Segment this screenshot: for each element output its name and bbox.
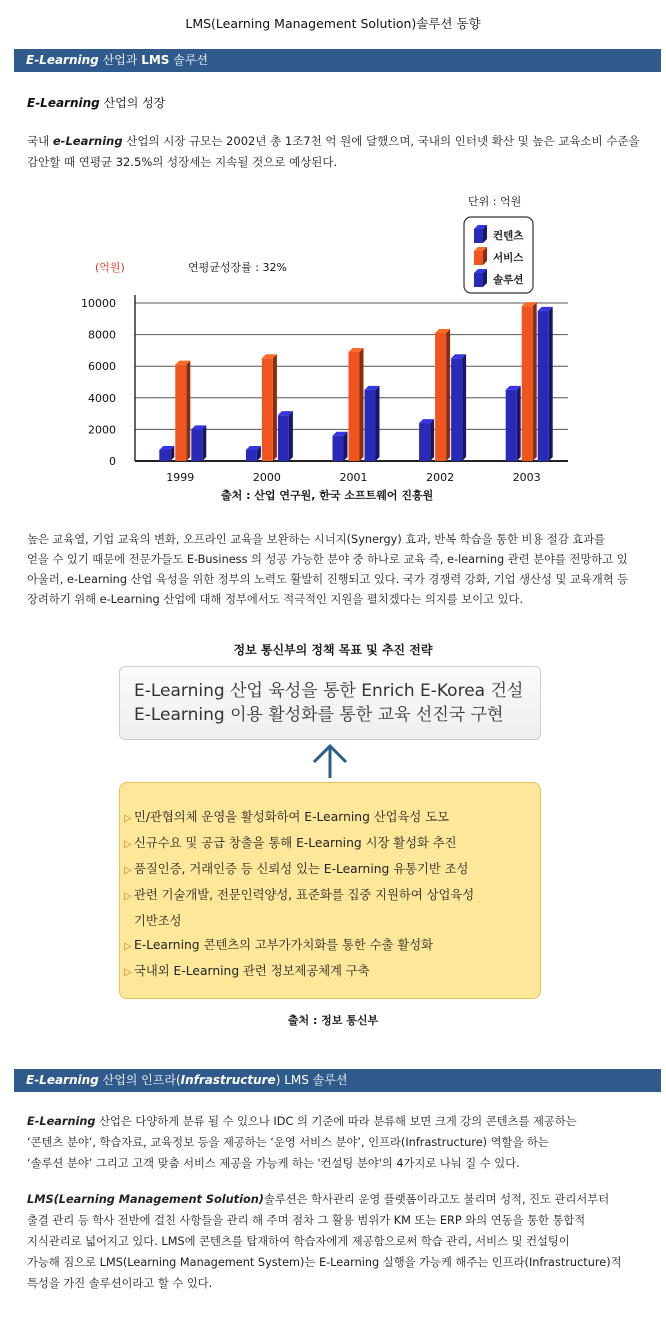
x-tick-label: 2001 xyxy=(339,471,368,484)
bar-side xyxy=(549,307,553,461)
bar-솔루션 xyxy=(191,429,202,461)
y-tick-label: 6000 xyxy=(88,360,116,374)
strategy-item xyxy=(124,959,540,985)
y-tick-label: 2000 xyxy=(88,423,116,437)
subheading-growth xyxy=(27,94,165,111)
para-text: 가능해 짐으로 LMS(Learning Management System)는 E-Learning 실행을 가능케 해주는 인프라(Infrastructure)적 xyxy=(27,1256,622,1269)
subheading-bold: E-Learning xyxy=(27,96,100,110)
triangle-bullet-icon: ▷ xyxy=(124,941,132,952)
heading-text: LMS xyxy=(141,53,170,67)
heading-text: E-Learning xyxy=(26,53,99,67)
bar-솔루션 xyxy=(278,415,289,461)
goal-line: E-Learning 이용 활성화를 통한 교육 선진국 구현 xyxy=(134,705,504,725)
strategy-item xyxy=(124,857,540,883)
policy-strategy-box xyxy=(119,782,541,999)
bar-side xyxy=(344,432,348,461)
para-text: ‘콘텐츠 분야’, 학습자료, 교육정보 등을 제공하는 ‘운영 서비스 분야’, 인프라(Infrastructure) 역할을 하는 xyxy=(27,1136,549,1149)
strategy-text: 국내외 E-Learning 관련 정보제공체계 구축 xyxy=(134,964,370,978)
bar-서비스 xyxy=(175,365,186,461)
x-tick-label: 2003 xyxy=(512,471,541,484)
para-line: 높은 교육열, 기업 교육의 변화, 오프라인 교육을 보완하는 시너지(Synergy) 효과, 반복 학습을 통한 비용 절감 효과를 xyxy=(27,533,606,546)
bar-side xyxy=(289,411,293,461)
chart-y-unit: (억원) xyxy=(95,261,125,274)
legend-swatch xyxy=(474,273,483,287)
bar-컨텐츠 xyxy=(333,436,344,461)
x-tick-label: 1999 xyxy=(166,471,195,484)
bar-솔루션 xyxy=(538,311,549,461)
bar-side xyxy=(186,361,190,461)
heading-text: Infrastructure xyxy=(180,1073,276,1087)
legend-label: 솔루션 xyxy=(493,274,524,286)
para-text: 솔루션은 학사관리 운영 플랫폼이라고도 불리며 성적, 진도 관리서부터 xyxy=(263,1193,610,1206)
bar-side xyxy=(376,386,380,461)
section-heading-infrastructure xyxy=(14,1069,661,1092)
legend-label: 컨텐츠 xyxy=(493,230,524,242)
strategy-text: E-Learning 콘텐츠의 고부가가치화를 통한 수출 활성화 xyxy=(134,938,433,952)
paragraph-market-size xyxy=(27,131,657,173)
heading-text: 산업과 xyxy=(98,53,142,67)
bar-솔루션 xyxy=(365,390,376,461)
policy-title: 정보 통신부의 정책 목표 및 추진 전략 xyxy=(233,643,433,657)
para-text: 국내 xyxy=(27,134,53,148)
strategy-item xyxy=(124,831,540,857)
para-text: ‘솔루션 분야’ 그리고 고객 맞춤 서비스 제공을 가능케 하는 '컨설팅 분야'의 4가지로 나눠 질 수 있다. xyxy=(27,1157,520,1170)
strategy-text: 신규수요 및 공급 창출을 통해 E-Learning 시장 활성화 추진 xyxy=(134,836,457,850)
paragraph-industry-categories xyxy=(27,1111,657,1174)
x-tick-label: 2002 xyxy=(426,471,455,484)
para-text: 산업은 다양하게 분류 될 수 있으나 IDC 의 기준에 따라 분류해 보면 크게 강의 콘텐츠를 제공하는 xyxy=(95,1115,577,1128)
chart-legend xyxy=(464,217,533,293)
strategy-item-continuation: 기반조성 xyxy=(134,914,182,928)
goal-line: E-Learning 산업 육성을 통한 Enrich E-Korea 건설 xyxy=(134,681,524,701)
para-line: 장려하기 위해 e-Learning 산업에 대해 정부에서도 적극적인 지원을 펼치겠다는 의지를 보이고 있다. xyxy=(27,593,524,606)
policy-source: 출처 : 정보 통신부 xyxy=(287,1014,379,1027)
y-tick-label: 10000 xyxy=(81,297,116,310)
y-tick-label: 8000 xyxy=(88,328,116,342)
policy-goal-box xyxy=(119,666,541,740)
strategy-text: 관련 기술개발, 전문인력양성, 표준화를 집중 지원하여 상업육성 xyxy=(134,888,475,902)
subheading-text: 산업의 성장 xyxy=(99,96,166,110)
chart-unit-label: 단위 : 억원 xyxy=(468,195,522,208)
para-bold: E-Learning xyxy=(27,1115,96,1128)
document-title: LMS(Learning Management Solution)솔루션 동향 xyxy=(185,16,481,31)
para-bold: e-Learning xyxy=(52,134,123,148)
triangle-bullet-icon: ▷ xyxy=(124,891,132,902)
strategy-text: 민/관협의체 운영을 활성화하여 E-Learning 산업육성 도모 xyxy=(134,810,449,824)
bar-side xyxy=(533,302,537,461)
bar-솔루션 xyxy=(451,358,462,461)
para-text: 특성을 가진 솔루션이라고 할 수 있다. xyxy=(27,1277,213,1290)
strategy-text: 품질인증, 거래인증 등 신뢰성 있는 E-Learning 유통기반 조성 xyxy=(134,862,469,876)
strategy-item xyxy=(124,805,540,831)
y-tick-label: 0 xyxy=(109,455,116,468)
heading-text: ) LMS 솔루션 xyxy=(275,1073,348,1087)
strategy-item xyxy=(124,883,540,909)
triangle-bullet-icon: ▷ xyxy=(124,967,132,978)
chart-source: 출처 : 산업 연구원, 한국 소프트웨어 진흥원 xyxy=(221,489,434,502)
legend-swatch xyxy=(474,229,483,243)
bar-서비스 xyxy=(349,352,360,461)
bar-컨텐츠 xyxy=(506,390,517,461)
chart-growth-label: 연평균성장률 : 32% xyxy=(188,261,287,274)
bar-서비스 xyxy=(262,358,273,461)
triangle-bullet-icon: ▷ xyxy=(124,813,132,824)
heading-text: E-Learning xyxy=(26,1073,99,1087)
para-bold: LMS(Learning Management Solution) xyxy=(27,1193,264,1206)
bar-컨텐츠 xyxy=(246,450,257,461)
para-line: 얻을 수 있기 때문에 전문가들도 E-Business 의 성공 가능한 분야 중 하나로 교육 즉, e-learning 관련 분야를 전망하고 있 xyxy=(27,553,628,566)
paragraph-industry-outlook xyxy=(27,530,661,610)
para-text: 감안할 때 연평균 32.5%의 성장세는 지속될 것으로 예상된다. xyxy=(27,155,338,169)
para-text: 출결 관리 등 학사 전반에 걸친 사항들을 관리 해 주며 점차 그 활용 범위가 KM 또는 ERP 와의 연동을 통한 통합적 xyxy=(27,1214,586,1227)
triangle-bullet-icon: ▷ xyxy=(124,839,132,850)
paragraph-lms-definition xyxy=(27,1189,657,1294)
bar-side xyxy=(517,386,521,461)
bar-side xyxy=(462,354,466,461)
para-text: 지식관리로 넓어지고 있다. LMS에 콘텐츠를 탑재하여 학습자에게 제공함으로써 학습 관리, 서비스 및 컨설팅이 xyxy=(27,1235,570,1248)
bar-컨텐츠 xyxy=(419,423,430,461)
bar-side xyxy=(446,329,450,461)
heading-text: 솔루션 xyxy=(169,53,209,67)
y-tick-label: 4000 xyxy=(88,391,116,405)
bar-서비스 xyxy=(435,333,446,461)
bar-side xyxy=(202,425,206,461)
strategy-item xyxy=(124,933,540,959)
legend-swatch xyxy=(474,251,483,265)
legend-label: 서비스 xyxy=(493,252,524,264)
bar-컨텐츠 xyxy=(159,450,170,461)
x-tick-label: 2000 xyxy=(252,471,281,484)
heading-text: 산업의 인프라( xyxy=(98,1073,181,1087)
bar-side xyxy=(360,348,364,461)
triangle-bullet-icon: ▷ xyxy=(124,865,132,876)
up-arrow-icon xyxy=(310,742,350,780)
para-line: 아울러, e-Learning 산업 육성을 위한 정부의 노력도 활발히 진행되고 있다. 국가 경쟁력 강화, 기업 생산성 및 교육개혁 등 xyxy=(27,573,629,586)
section-heading-elearning-lms xyxy=(14,49,661,72)
bar-side xyxy=(430,419,434,461)
bar-side xyxy=(273,354,277,461)
market-size-bar-chart xyxy=(0,185,666,515)
bar-서비스 xyxy=(522,306,533,461)
para-text: 산업의 시장 규모는 2002년 총 1조7천 억 원에 달했으며, 국내의 인터넷 확산 및 높은 교육소비 수준을 xyxy=(122,134,640,148)
